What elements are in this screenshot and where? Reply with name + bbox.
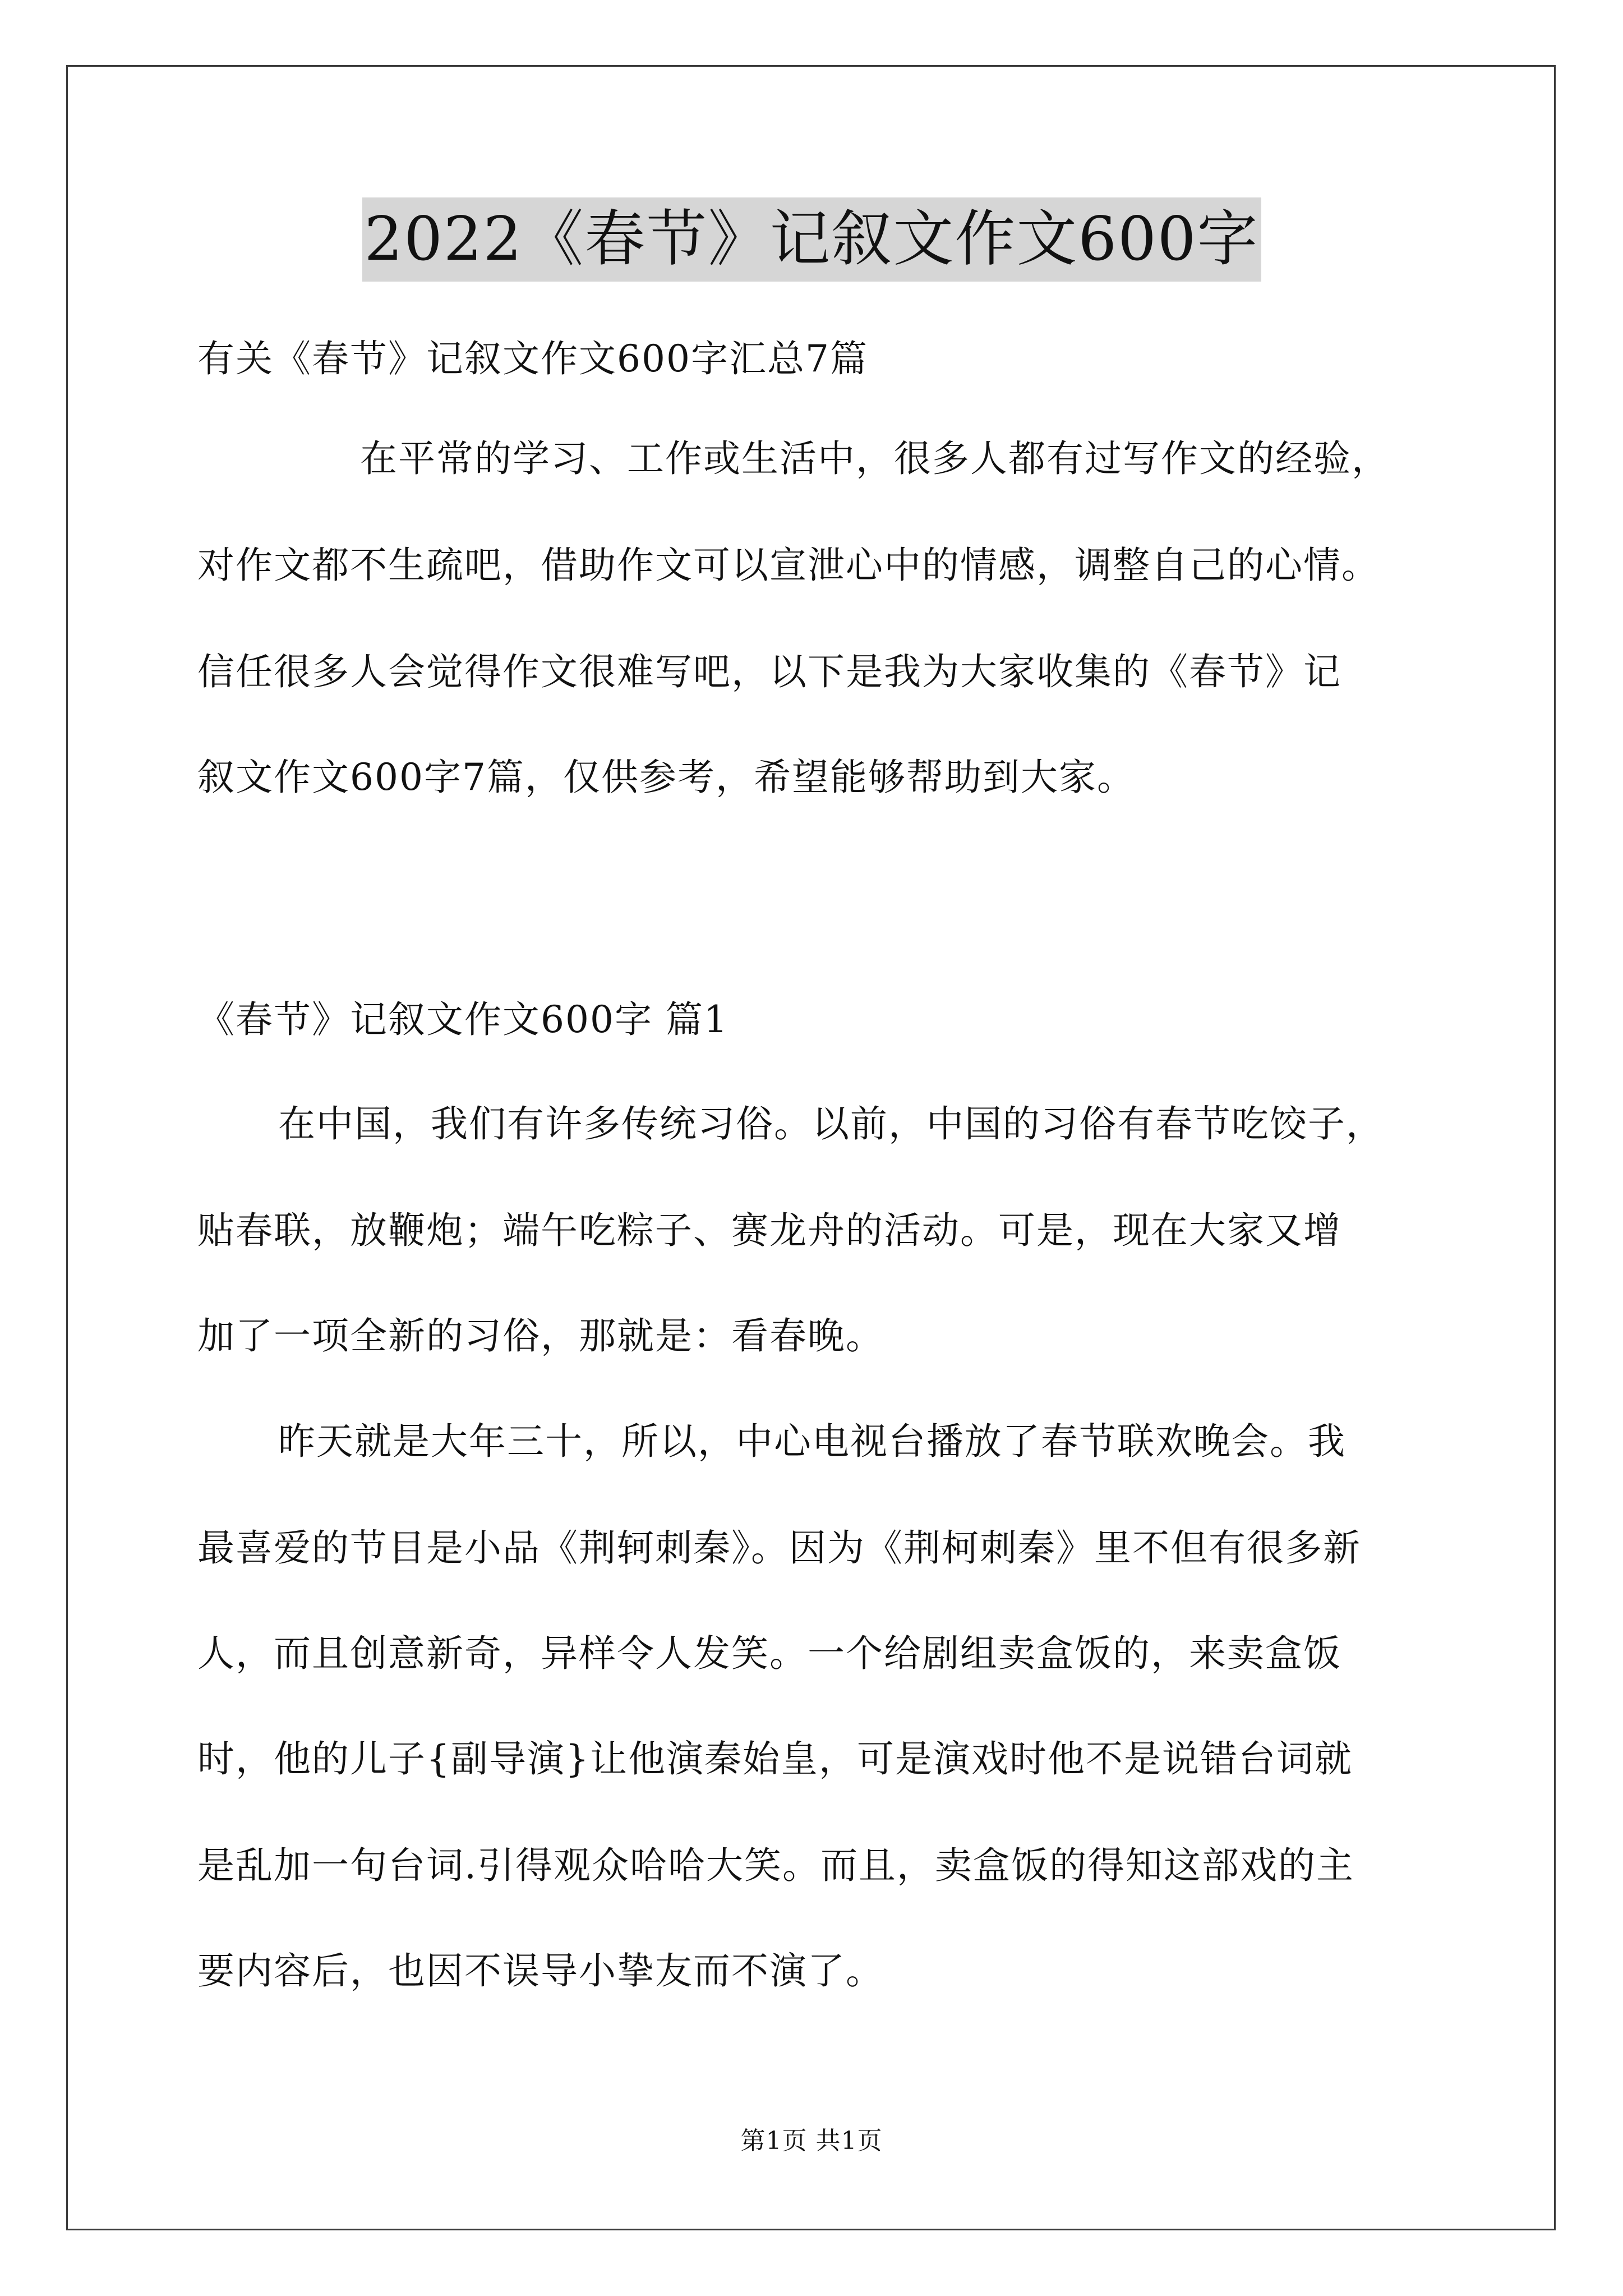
intro-line-2: 对作文都不生疏吧，借助作文可以宣泄心中的情感，调整自己的心情。: [197, 544, 1380, 587]
paragraph-2-line-1: 昨天就是大年三十，所以，中心电视台播放了春节联欢晚会。我: [278, 1420, 1346, 1463]
paragraph-2-line-6: 要内容后，也因不误导小挚友而不演了。: [197, 1949, 884, 1993]
document-title: 2022《春节》记叙文作文600字: [362, 197, 1261, 282]
title-container: [0, 197, 1623, 282]
summary-heading: 有关《春节》记叙文作文600字汇总7篇: [197, 337, 868, 380]
page-footer: 第1页 共1页: [740, 2127, 883, 2155]
paragraph-2-line-5: 是乱加一句台词.引得观众哈哈大笑。而且，卖盒饭的得知这部戏的主: [197, 1844, 1354, 1887]
paragraph-2-line-2: 最喜爱的节目是小品《荆轲刺秦》。因为《荆柯刺秦》里不但有很多新: [197, 1526, 1361, 1570]
paragraph-1-line-3: 加了一项全新的习俗，那就是：看春晚。: [197, 1314, 884, 1358]
intro-line-1: 在平常的学习、工作或生活中，很多人都有过写作文的经验，: [360, 437, 1390, 480]
paragraph-2-line-3: 人，而且创意新奇，异样令人发笑。一个给剧组卖盒饭的，来卖盒饭: [197, 1632, 1341, 1675]
paragraph-2-line-4: 时，他的儿子{副导演}让他演秦始皇，可是演戏时他不是说错台词就: [197, 1737, 1353, 1780]
intro-line-3: 信任很多人会觉得作文很难写吧，以下是我为大家收集的《春节》记: [197, 650, 1341, 693]
intro-line-4: 叙文作文600字7篇，仅供参考，希望能够帮助到大家。: [197, 756, 1135, 799]
paragraph-1-line-2: 贴春联，放鞭炮；端午吃粽子、赛龙舟的活动。可是，现在大家又增: [197, 1209, 1341, 1252]
section-heading: 《春节》记叙文作文600字 篇1: [197, 998, 728, 1041]
paragraph-1-line-1: 在中国，我们有许多传统习俗。以前，中国的习俗有春节吃饺子，: [278, 1102, 1384, 1145]
